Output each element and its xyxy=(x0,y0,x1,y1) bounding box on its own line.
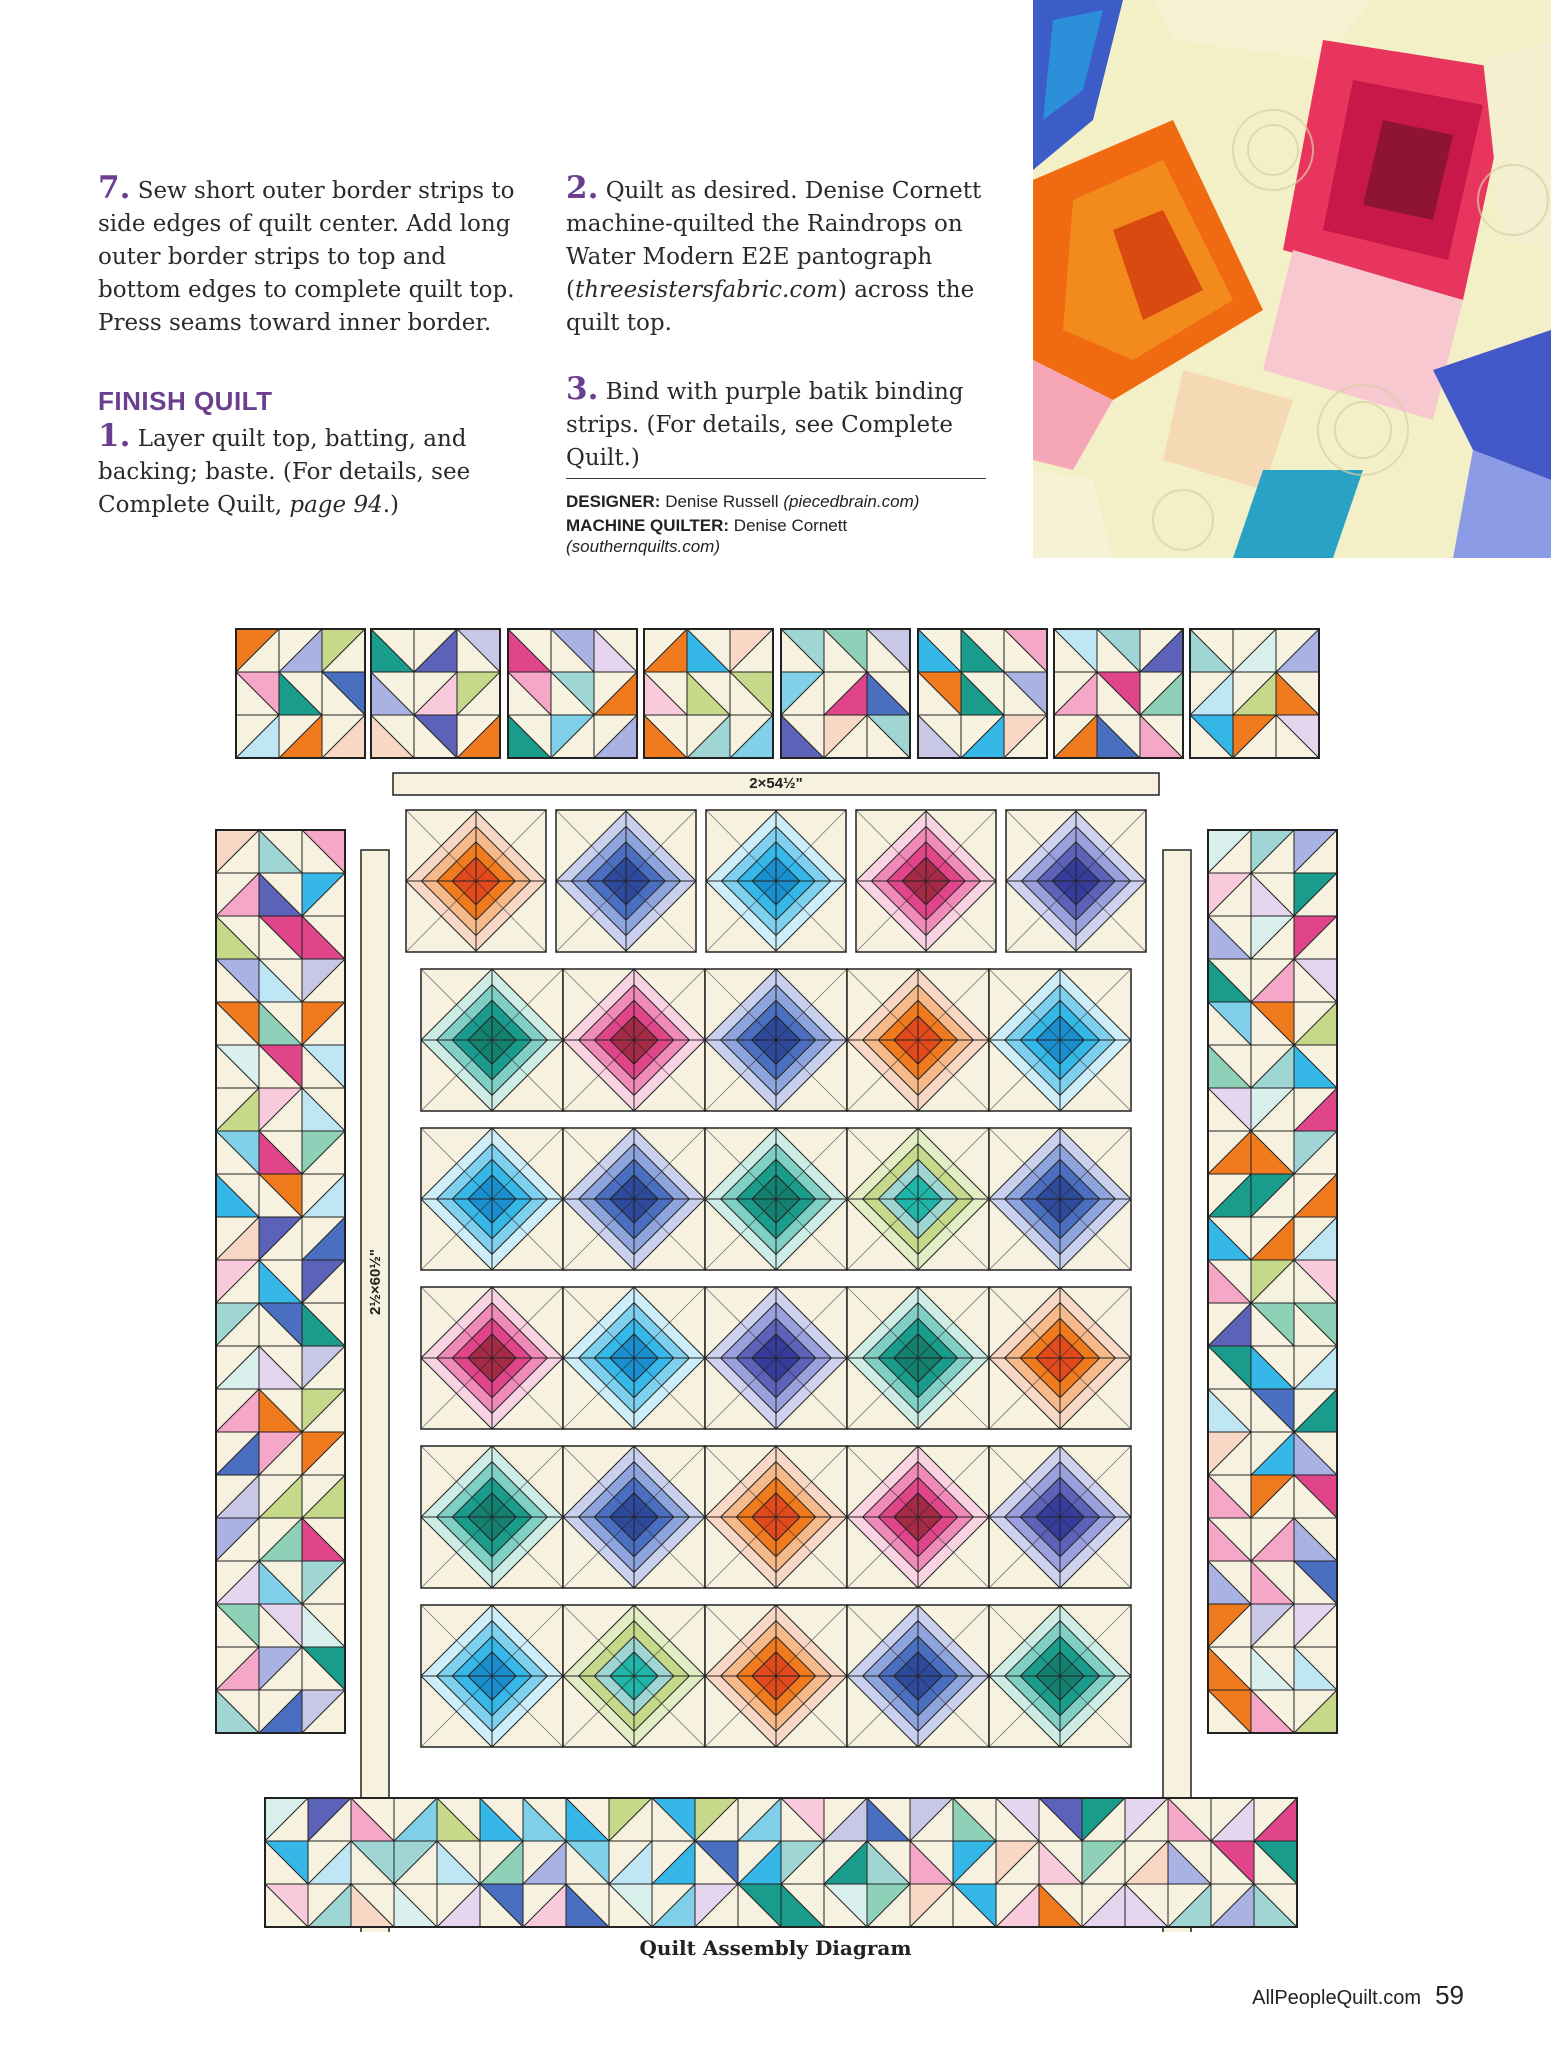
right-inner-border-strip xyxy=(1163,850,1191,1932)
right-column xyxy=(566,172,986,475)
quilt-assembly-diagram xyxy=(210,622,1340,1936)
left-column xyxy=(98,172,528,522)
top-strip-label: 2×54½" xyxy=(749,775,803,792)
step-1-page-ref: page 94 xyxy=(289,492,383,518)
diagram-svg xyxy=(210,622,1340,1932)
quilt-photo xyxy=(1033,0,1551,558)
step-3-number: 3. xyxy=(566,371,599,407)
finish-quilt-heading: FINISH QUILT xyxy=(98,386,273,416)
quilter-credit xyxy=(566,515,986,536)
step-1-text: Layer quilt top, batting, and backing; baste. (For details, see Complete Quilt, xyxy=(98,426,471,518)
page-number: 59 xyxy=(1435,1980,1464,2010)
step-7 xyxy=(98,172,528,340)
step-2-site-ref: threesistersfabric.com xyxy=(574,277,838,303)
designer-label: DESIGNER: xyxy=(566,492,661,511)
quilter-site: (southernquilts.com) xyxy=(566,537,721,556)
designer-site: (piecedbrain.com) xyxy=(783,492,920,511)
side-strip-label: 2½×60½" xyxy=(367,1249,384,1315)
finish-quilt-heading-wrap xyxy=(98,386,528,420)
step-3 xyxy=(566,373,986,475)
diagram-caption: Quilt Assembly Diagram xyxy=(639,1936,912,1960)
step-7-text: Sew short outer border strips to side edges of quilt center. Add long outer border strips to top and bottom edges to complete quilt top. Press seams toward inner border. xyxy=(98,178,515,336)
page-footer xyxy=(1252,1980,1464,2011)
step-2 xyxy=(566,172,986,340)
left-inner-border-strip xyxy=(361,850,389,1932)
step-7-number: 7. xyxy=(98,170,131,206)
step-1-number: 1. xyxy=(98,418,131,454)
quilter-label: MACHINE QUILTER: xyxy=(566,516,730,535)
designer-name: Denise Russell xyxy=(665,492,779,511)
step-2-text-end: ) across the quilt top. xyxy=(566,277,975,336)
step-2-number: 2. xyxy=(566,170,599,206)
designer-credit xyxy=(566,491,986,512)
quilter-name: Denise Cornett xyxy=(733,516,848,535)
quilter-site-line xyxy=(566,536,986,557)
credits xyxy=(566,478,986,557)
step-3-text: Bind with purple batik binding strips. (For details, see Complete Quilt.) xyxy=(566,379,964,471)
step-1-text-end: .) xyxy=(382,492,400,518)
footer-site: AllPeopleQuilt.com xyxy=(1252,1987,1422,2009)
step-1 xyxy=(98,420,528,522)
step-2-text: Quilt as desired. Denise Cornett machine-quilted the Raindrops on Water Modern E2E pantograph ( xyxy=(566,178,982,303)
